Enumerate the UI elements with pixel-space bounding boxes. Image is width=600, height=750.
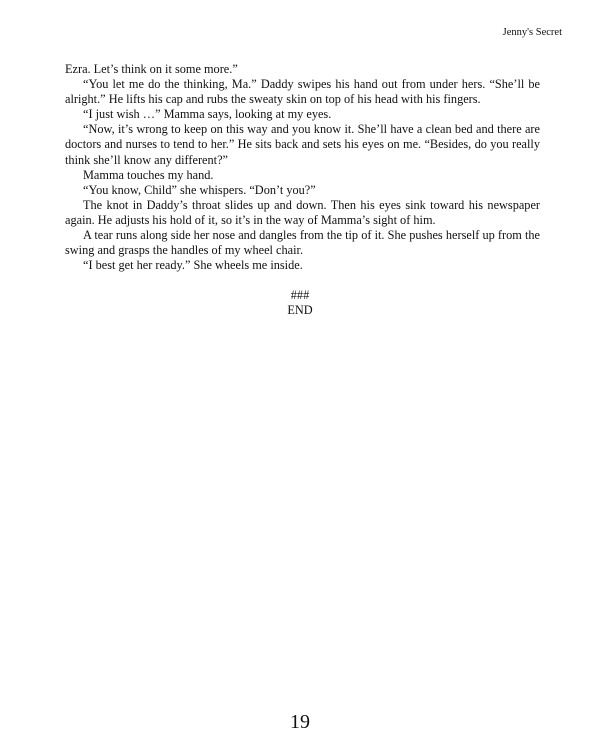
running-header-title: Jenny's Secret — [502, 27, 562, 38]
story-paragraph: Mamma touches my hand. — [83, 167, 214, 182]
story-paragraph: “I just wish …” Mamma says, looking at my eyes. — [83, 107, 332, 122]
story-paragraph: A tear runs along side her nose and dangles from the tip of it. She pushes herself up from the swing and grasps the handles of my wheel chair. — [65, 228, 540, 258]
story-ending — [0, 288, 600, 318]
end-marker: END — [287, 303, 313, 317]
story-paragraph: “Now, it’s wrong to keep on this way and you know it. She’ll have a clean bed and there are doctors and nurses to tend to her.” He sits back and sets his eyes on me. “Besides, do you really think she’ll know any different?” — [65, 122, 540, 167]
story-paragraph: “You know, Child” she whispers. “Don’t you?” — [83, 182, 316, 197]
story-paragraph: The knot in Daddy’s throat slides up and down. Then his eyes sink toward his newspaper again. He adjusts his hold of it, so it’s in the way of Mamma’s sight of him. — [65, 197, 540, 227]
scene-break-marker: ### — [290, 288, 310, 302]
story-paragraph: “You let me do the thinking, Ma.” Daddy swipes his hand out from under hers. “She’ll be alright.” He lifts his cap and rubs the sweaty skin on top of his head with his fingers. — [65, 77, 540, 107]
story-paragraph: Ezra. Let’s think on it some more.” — [65, 62, 238, 76]
story-body — [65, 62, 540, 273]
story-paragraph: “I best get her ready.” She wheels me inside. — [83, 258, 303, 273]
page-number: 19 — [290, 711, 310, 733]
